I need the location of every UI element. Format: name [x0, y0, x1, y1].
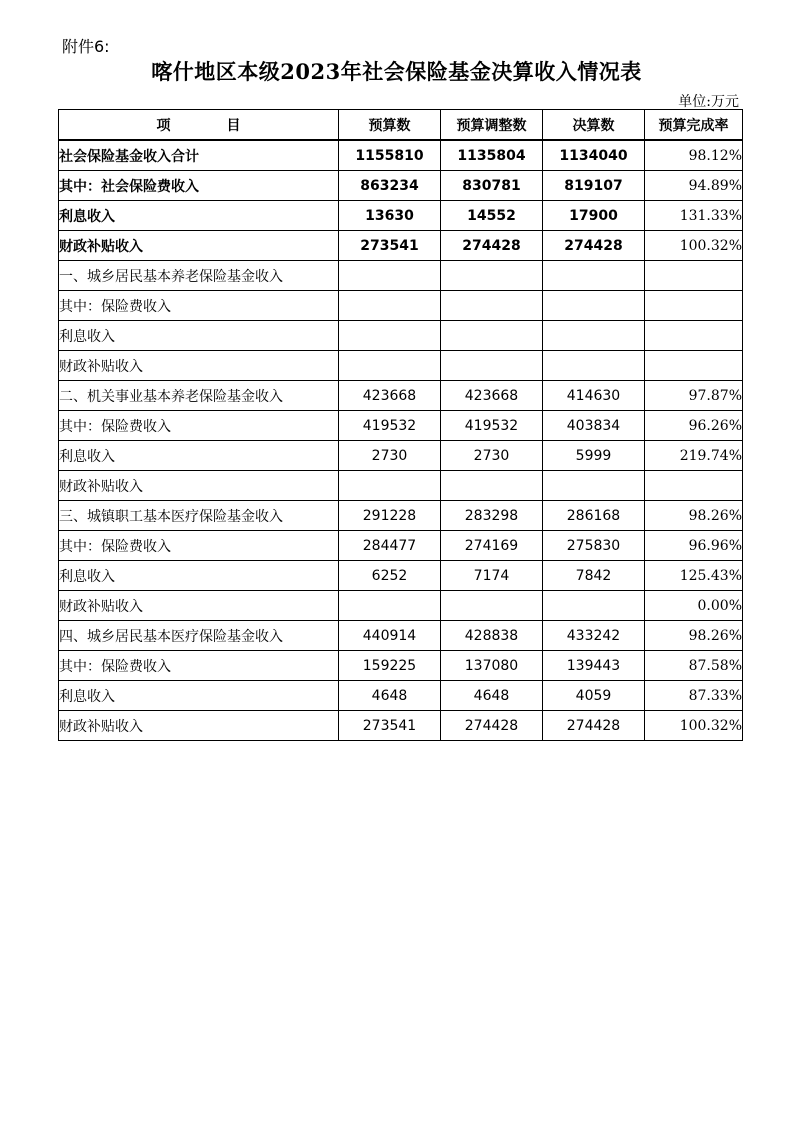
- row-final: 17900: [543, 201, 645, 231]
- table-row: [59, 321, 743, 351]
- row-budget: [339, 321, 441, 351]
- row-budget: 1155810: [339, 140, 441, 171]
- table-row: [59, 681, 743, 711]
- table-row: [59, 441, 743, 471]
- row-budget: 273541: [339, 231, 441, 261]
- table-row: [59, 591, 743, 621]
- row-adjusted: 419532: [441, 411, 543, 441]
- row-item: 财政补贴收入: [59, 471, 339, 501]
- row-rate: 98.26%: [645, 501, 743, 531]
- row-adjusted: 274169: [441, 531, 543, 561]
- row-item: 三、城镇职工基本医疗保险基金收入: [59, 501, 339, 531]
- row-budget: [339, 261, 441, 291]
- row-final: 819107: [543, 171, 645, 201]
- row-rate: 0.00%: [645, 591, 743, 621]
- row-adjusted: 423668: [441, 381, 543, 411]
- row-adjusted: 428838: [441, 621, 543, 651]
- row-adjusted: [441, 471, 543, 501]
- row-budget: 4648: [339, 681, 441, 711]
- row-final: 286168: [543, 501, 645, 531]
- row-budget: 440914: [339, 621, 441, 651]
- row-adjusted: [441, 321, 543, 351]
- row-rate: [645, 321, 743, 351]
- table-row: [59, 471, 743, 501]
- row-rate: 87.33%: [645, 681, 743, 711]
- row-final: 7842: [543, 561, 645, 591]
- row-budget: 273541: [339, 711, 441, 741]
- row-budget: 159225: [339, 651, 441, 681]
- table-row: [59, 171, 743, 201]
- table-row: [59, 351, 743, 381]
- row-item: 一、城乡居民基本养老保险基金收入: [59, 261, 339, 291]
- row-adjusted: 137080: [441, 651, 543, 681]
- row-rate: 131.33%: [645, 201, 743, 231]
- page-title: 喀什地区本级2023年社会保险基金决算收入情况表: [151, 59, 642, 84]
- row-adjusted: 14552: [441, 201, 543, 231]
- row-rate: [645, 471, 743, 501]
- revenue-table: [58, 109, 743, 741]
- row-adjusted: 1135804: [441, 140, 543, 171]
- row-item: 财政补贴收入: [59, 591, 339, 621]
- row-rate: 97.87%: [645, 381, 743, 411]
- table-row: [59, 651, 743, 681]
- row-budget: 423668: [339, 381, 441, 411]
- row-adjusted: 4648: [441, 681, 543, 711]
- row-adjusted: 274428: [441, 231, 543, 261]
- row-item: 利息收入: [59, 681, 339, 711]
- attachment-label: 附件6:: [62, 37, 110, 56]
- row-item: 财政补贴收入: [59, 351, 339, 381]
- row-rate: [645, 351, 743, 381]
- row-budget: 863234: [339, 171, 441, 201]
- table-row: [59, 261, 743, 291]
- table-row: [59, 140, 743, 171]
- row-final: 274428: [543, 711, 645, 741]
- row-item: 其中：社会保险费收入: [59, 171, 339, 201]
- row-adjusted: 7174: [441, 561, 543, 591]
- header-budget: 预算数: [339, 110, 441, 141]
- table-row: [59, 501, 743, 531]
- row-rate: [645, 261, 743, 291]
- row-item: 利息收入: [59, 321, 339, 351]
- row-budget: [339, 291, 441, 321]
- row-final: 414630: [543, 381, 645, 411]
- row-adjusted: 2730: [441, 441, 543, 471]
- row-rate: 94.89%: [645, 171, 743, 201]
- row-rate: 98.26%: [645, 621, 743, 651]
- header-rate: 预算完成率: [645, 110, 743, 141]
- row-final: [543, 471, 645, 501]
- table-row: [59, 201, 743, 231]
- row-item: 利息收入: [59, 441, 339, 471]
- table-row: [59, 291, 743, 321]
- row-item: 四、城乡居民基本医疗保险基金收入: [59, 621, 339, 651]
- row-rate: 87.58%: [645, 651, 743, 681]
- row-final: 5999: [543, 441, 645, 471]
- row-adjusted: 274428: [441, 711, 543, 741]
- row-item: 其中：保险费收入: [59, 291, 339, 321]
- row-item: 其中：保险费收入: [59, 411, 339, 441]
- header-final: 决算数: [543, 110, 645, 141]
- row-rate: 125.43%: [645, 561, 743, 591]
- row-final: [543, 351, 645, 381]
- header-adjusted: 预算调整数: [441, 110, 543, 141]
- row-rate: 100.32%: [645, 231, 743, 261]
- row-final: [543, 591, 645, 621]
- row-final: [543, 321, 645, 351]
- row-rate: 96.96%: [645, 531, 743, 561]
- table-row: [59, 621, 743, 651]
- header-item: 项 目: [59, 110, 339, 141]
- row-budget: [339, 351, 441, 381]
- row-budget: 419532: [339, 411, 441, 441]
- row-adjusted: [441, 261, 543, 291]
- table-row: [59, 411, 743, 441]
- row-adjusted: 283298: [441, 501, 543, 531]
- table-header-row: [59, 110, 743, 141]
- row-item: 其中：保险费收入: [59, 651, 339, 681]
- table-row: [59, 711, 743, 741]
- row-final: 4059: [543, 681, 645, 711]
- row-rate: 100.32%: [645, 711, 743, 741]
- row-final: 403834: [543, 411, 645, 441]
- row-budget: 2730: [339, 441, 441, 471]
- row-item: 二、机关事业基本养老保险基金收入: [59, 381, 339, 411]
- row-item: 社会保险基金收入合计: [59, 140, 339, 171]
- row-item: 财政补贴收入: [59, 711, 339, 741]
- row-rate: 219.74%: [645, 441, 743, 471]
- row-final: [543, 291, 645, 321]
- row-final: 433242: [543, 621, 645, 651]
- row-rate: 96.26%: [645, 411, 743, 441]
- row-final: 1134040: [543, 140, 645, 171]
- table-row: [59, 231, 743, 261]
- table-row: [59, 531, 743, 561]
- row-adjusted: [441, 591, 543, 621]
- table-row: [59, 561, 743, 591]
- row-adjusted: [441, 351, 543, 381]
- row-final: [543, 261, 645, 291]
- row-adjusted: [441, 291, 543, 321]
- row-budget: 291228: [339, 501, 441, 531]
- row-item: 财政补贴收入: [59, 231, 339, 261]
- unit-label: 单位:万元: [678, 94, 739, 110]
- row-final: 139443: [543, 651, 645, 681]
- row-budget: [339, 591, 441, 621]
- row-budget: [339, 471, 441, 501]
- table-row: [59, 381, 743, 411]
- row-budget: 13630: [339, 201, 441, 231]
- row-final: 274428: [543, 231, 645, 261]
- row-rate: 98.12%: [645, 140, 743, 171]
- row-item: 其中：保险费收入: [59, 531, 339, 561]
- row-budget: 284477: [339, 531, 441, 561]
- row-item: 利息收入: [59, 201, 339, 231]
- row-final: 275830: [543, 531, 645, 561]
- row-budget: 6252: [339, 561, 441, 591]
- row-adjusted: 830781: [441, 171, 543, 201]
- row-item: 利息收入: [59, 561, 339, 591]
- row-rate: [645, 291, 743, 321]
